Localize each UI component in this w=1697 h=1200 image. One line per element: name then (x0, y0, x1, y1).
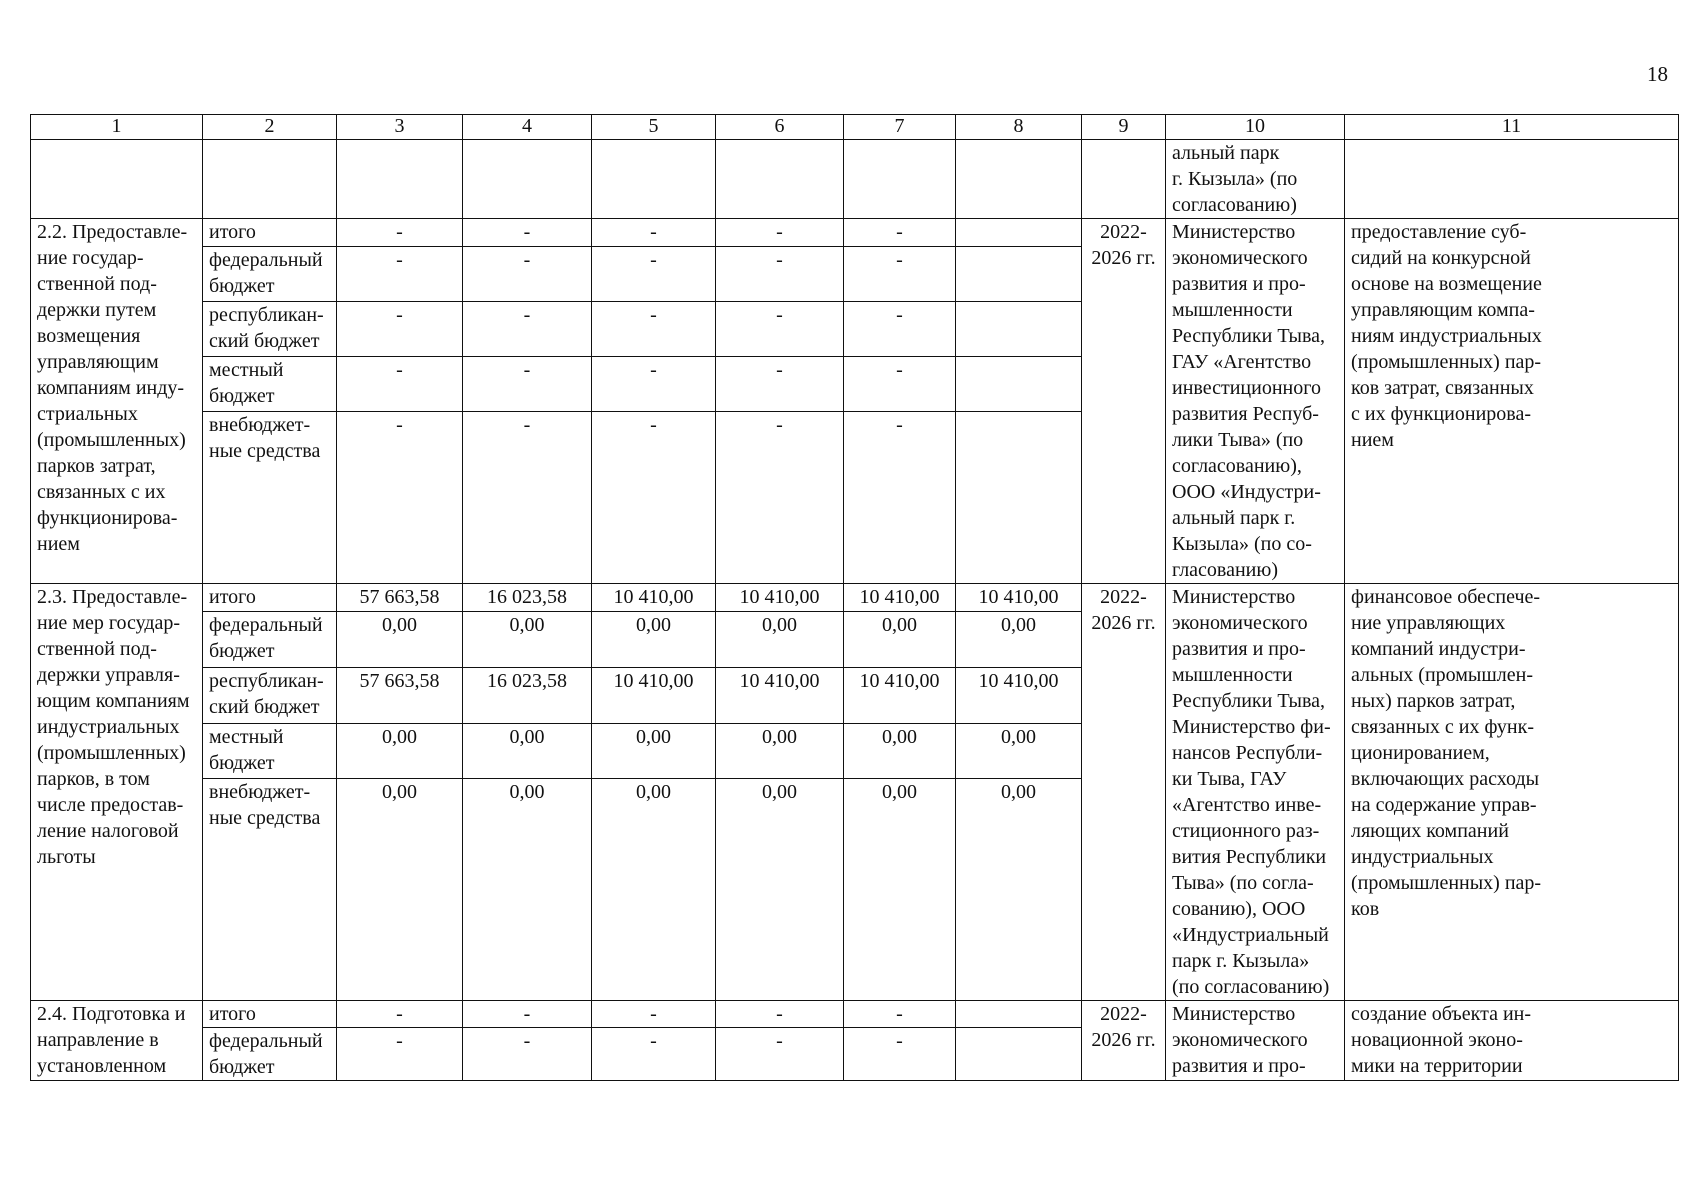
source-label: федеральный бюджет (203, 612, 337, 668)
column-header: 11 (1345, 115, 1679, 140)
amount-cell: 0,00 (716, 612, 844, 668)
amount-cell: 57 663,58 (337, 584, 463, 612)
period-cell: 2022- 2026 гг. (1082, 584, 1166, 1001)
page-number: 18 (1647, 62, 1668, 86)
amount-cell: - (592, 1001, 716, 1028)
amount-cell: - (844, 412, 956, 584)
amount-cell: 10 410,00 (716, 668, 844, 724)
amount-cell: 0,00 (463, 779, 592, 1001)
table-row (31, 1001, 1679, 1028)
empty-cell (716, 140, 844, 219)
amount-cell: 0,00 (844, 723, 956, 779)
empty-cell (337, 140, 463, 219)
amount-cell: - (337, 219, 463, 247)
amount-cell: - (716, 1001, 844, 1028)
source-label: местный бюджет (203, 723, 337, 779)
empty-cell (1082, 140, 1166, 219)
empty-cell (956, 140, 1082, 219)
amount-cell: 0,00 (844, 779, 956, 1001)
empty-cell (1345, 140, 1679, 219)
amount-cell: - (592, 412, 716, 584)
amount-cell: 0,00 (337, 612, 463, 668)
amount-cell: - (463, 219, 592, 247)
amount-cell: - (463, 1001, 592, 1028)
item-cell: 2.3. Предоставле- ние мер государ- ственной под- держки управля- ющим компаниям индустриальных (промышленных) парков, в том числе предостав- ление налоговой льготы (31, 584, 203, 1001)
amount-cell: - (844, 302, 956, 357)
amount-cell: - (592, 302, 716, 357)
column-header: 8 (956, 115, 1082, 140)
amount-cell: 16 023,58 (463, 668, 592, 724)
source-label: итого (203, 584, 337, 612)
header-row (31, 115, 1679, 140)
amount-cell: - (592, 219, 716, 247)
source-label: республикан- ский бюджет (203, 302, 337, 357)
amount-cell: - (844, 357, 956, 412)
amount-cell: 10 410,00 (592, 668, 716, 724)
amount-cell: - (463, 247, 592, 302)
amount-cell: - (463, 357, 592, 412)
amount-cell: 0,00 (463, 723, 592, 779)
amount-cell: - (716, 302, 844, 357)
amount-cell: - (716, 219, 844, 247)
amount-cell: 57 663,58 (337, 668, 463, 724)
empty-cell (203, 140, 337, 219)
amount-cell: 0,00 (337, 723, 463, 779)
source-label: итого (203, 219, 337, 247)
amount-cell: 0,00 (956, 612, 1082, 668)
amount-cell: - (337, 302, 463, 357)
source-label: итого (203, 1001, 337, 1028)
amount-cell: - (592, 247, 716, 302)
amount-cell: - (463, 302, 592, 357)
amount-cell: 0,00 (463, 612, 592, 668)
amount-cell: - (716, 357, 844, 412)
amount-cell: - (337, 357, 463, 412)
column-header: 5 (592, 115, 716, 140)
amount-cell: 0,00 (956, 779, 1082, 1001)
responsible-cell: Министерство экономического развития и про- (1166, 1001, 1345, 1081)
column-header: 7 (844, 115, 956, 140)
result-cell: создание объекта ин- новационной эконо- мики на территории (1345, 1001, 1679, 1081)
amount-cell: 16 023,58 (463, 584, 592, 612)
column-header: 3 (337, 115, 463, 140)
source-label: местный бюджет (203, 357, 337, 412)
table-row (31, 219, 1679, 247)
table-body (31, 115, 1679, 1081)
amount-cell: 0,00 (956, 723, 1082, 779)
column-header: 1 (31, 115, 203, 140)
item-cell: 2.2. Предоставле- ние государ- ственной под- держки путем возмещения управляющим компаниям инду- стриальных (промышленных) парков затрат, связанных с их функционирова- нием (31, 219, 203, 584)
responsible-cell: Министерство экономического развития и про- мышленности Республики Тыва, ГАУ «Агентство инвестиционного развития Респуб- лики Тыва» (по согласованию), ООО «Индустри- альный парк г. Кызыла» (по со- гласованию) (1166, 219, 1345, 584)
empty-cell (463, 140, 592, 219)
amount-cell: - (337, 412, 463, 584)
amount-cell: 0,00 (337, 779, 463, 1001)
amount-cell: 10 410,00 (844, 668, 956, 724)
amount-cell (956, 302, 1082, 357)
source-label: внебюджет- ные средства (203, 779, 337, 1001)
amount-cell: - (844, 247, 956, 302)
column-header: 10 (1166, 115, 1345, 140)
result-cell: финансовое обеспече- ние управляющих компаний индустри- альных (промышлен- ных) парков затрат, связанных с их функ- ционированием, включающих расходы на содержание управ- ляющих компаний индустриальных (промышленных) пар- ков (1345, 584, 1679, 1001)
empty-cell (31, 140, 203, 219)
amount-cell: - (844, 219, 956, 247)
amount-cell: 0,00 (844, 612, 956, 668)
amount-cell: - (463, 1028, 592, 1081)
column-header: 2 (203, 115, 337, 140)
amount-cell: - (844, 1028, 956, 1081)
amount-cell: - (337, 1001, 463, 1028)
amount-cell: - (592, 357, 716, 412)
column-header: 6 (716, 115, 844, 140)
amount-cell: 0,00 (592, 612, 716, 668)
amount-cell (956, 412, 1082, 584)
amount-cell: - (337, 247, 463, 302)
amount-cell: 10 410,00 (956, 584, 1082, 612)
amount-cell: - (592, 1028, 716, 1081)
amount-cell: - (463, 412, 592, 584)
amount-cell (956, 219, 1082, 247)
amount-cell: 0,00 (592, 723, 716, 779)
amount-cell: 10 410,00 (844, 584, 956, 612)
amount-cell: 0,00 (716, 723, 844, 779)
empty-cell (844, 140, 956, 219)
column-header: 9 (1082, 115, 1166, 140)
amount-cell: 0,00 (716, 779, 844, 1001)
amount-cell: - (337, 1028, 463, 1081)
period-cell: 2022- 2026 гг. (1082, 1001, 1166, 1081)
responsible-cell: альный парк г. Кызыла» (по согласованию) (1166, 140, 1345, 219)
source-label: федеральный бюджет (203, 1028, 337, 1081)
amount-cell (956, 357, 1082, 412)
program-table (30, 114, 1679, 1081)
empty-cell (592, 140, 716, 219)
responsible-cell: Министерство экономического развития и про- мышленности Республики Тыва, Министерство фи- нансов Республи- ки Тыва, ГАУ «Агентство инве- стиционного раз- вития Республики Тыва» (по согла- сованию), ООО «Индустриальный парк г. Кызыла» (по согласованию) (1166, 584, 1345, 1001)
amount-cell: 10 410,00 (956, 668, 1082, 724)
amount-cell: - (844, 1001, 956, 1028)
continued-row (31, 140, 1679, 219)
amount-cell: - (716, 1028, 844, 1081)
amount-cell: 10 410,00 (716, 584, 844, 612)
column-header: 4 (463, 115, 592, 140)
period-cell: 2022- 2026 гг. (1082, 219, 1166, 584)
source-label: республикан- ский бюджет (203, 668, 337, 724)
amount-cell: - (716, 412, 844, 584)
amount-cell: 10 410,00 (592, 584, 716, 612)
table-row (31, 584, 1679, 612)
source-label: федеральный бюджет (203, 247, 337, 302)
source-label: внебюджет- ные средства (203, 412, 337, 584)
item-cell: 2.4. Подготовка и направление в установленном (31, 1001, 203, 1081)
amount-cell: - (716, 247, 844, 302)
amount-cell (956, 1028, 1082, 1081)
amount-cell: 0,00 (592, 779, 716, 1001)
amount-cell (956, 1001, 1082, 1028)
amount-cell (956, 247, 1082, 302)
result-cell: предоставление суб- сидий на конкурсной основе на возмещение управляющим компа- ниям индустриальных (промышленных) пар- ков затрат, связанных с их функционирова- нием (1345, 219, 1679, 584)
